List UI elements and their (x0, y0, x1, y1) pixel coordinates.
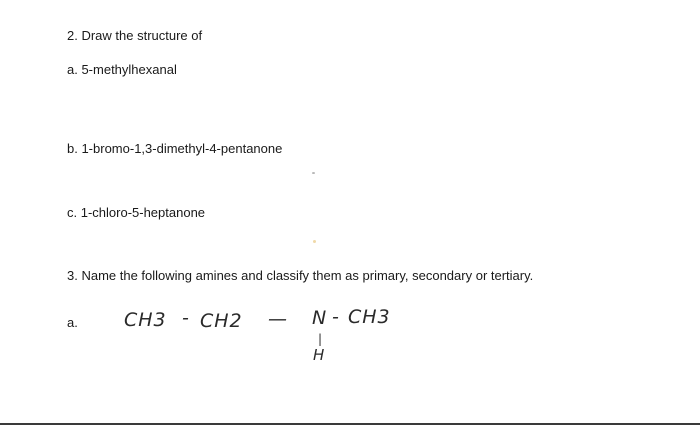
question-2-part-c: c. 1-chloro-5-heptanone (67, 205, 206, 220)
formula-dash-2: — (268, 308, 288, 330)
formula-nitrogen: N (312, 307, 328, 329)
page-bottom-border (0, 423, 700, 425)
question-2-title: 2. Draw the structure of (67, 28, 203, 43)
formula-dash-1: - (182, 307, 190, 329)
formula-ch2: CH2 (200, 310, 243, 332)
formula-ch3-left: CH3 (124, 309, 167, 331)
question-2-part-a: a. 5-methylhexanal (67, 62, 177, 77)
question-2-part-b: b. 1-bromo-1,3-dimethyl-4-pentanone (67, 141, 283, 156)
formula-bond-to-h: | (318, 332, 324, 346)
handwritten-amine-formula (120, 296, 440, 366)
question-3-title: 3. Name the following amines and classify them as primary, secondary or tertiary. (67, 268, 534, 283)
scan-speck (312, 172, 315, 174)
formula-ch3-right: CH3 (348, 306, 391, 328)
formula-hydrogen: H (313, 346, 326, 364)
formula-dash-3: - (332, 306, 340, 328)
scan-speck (313, 240, 316, 243)
question-3-part-a-label: a. (67, 315, 78, 330)
